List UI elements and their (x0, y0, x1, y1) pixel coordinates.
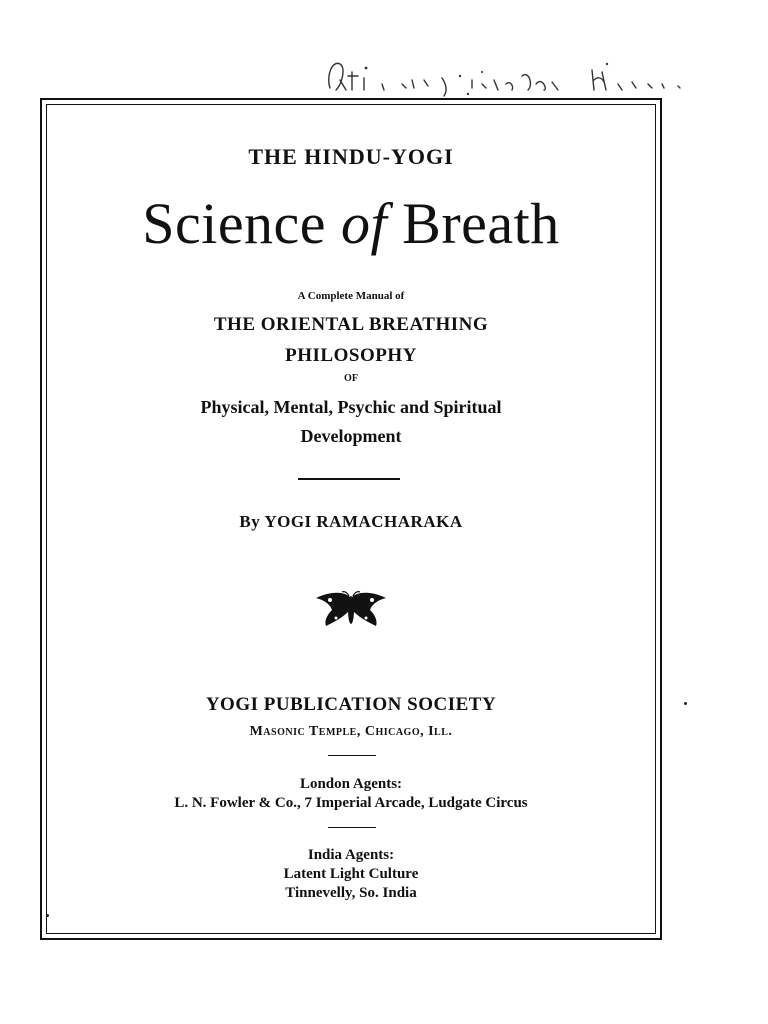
title-part-science: Science (142, 191, 342, 256)
book-title (44, 190, 658, 257)
divider-rule (328, 755, 376, 756)
subtitle-line-3: PHILOSOPHY (285, 345, 417, 366)
fleuron-butterfly-icon (314, 590, 388, 630)
subtitle-line-2: THE ORIENTAL BREATHING (213, 314, 489, 335)
subtitle-line-5: Physical, Mental, Psychic and Spiritual (200, 397, 502, 417)
scan-speck (684, 702, 687, 705)
subtitle-line-6: Development (300, 426, 402, 446)
london-agents-label: London Agents: (299, 776, 403, 792)
publisher-name: YOGI PUBLICATION SOCIETY (205, 694, 497, 715)
title-page (44, 102, 658, 936)
publisher-address: Masonic Temple, Chicago, Ill. (249, 724, 453, 739)
pretitle: THE HINDU-YOGI (248, 144, 454, 169)
subtitle-line-1: A Complete Manual of (297, 290, 405, 302)
london-agent: L. N. Fowler & Co., 7 Imperial Arcade, Ludgate Circus (174, 795, 528, 811)
india-agents-label: India Agents: (307, 847, 395, 863)
divider-rule (298, 478, 400, 480)
title-part-breath: Breath (387, 191, 560, 256)
divider-rule (328, 827, 376, 828)
india-agent-line-1: Latent Light Culture (283, 866, 419, 882)
subtitle-line-4: OF (344, 373, 358, 384)
handwritten-annotation (322, 50, 742, 100)
title-part-of: of (341, 191, 388, 256)
author-line: By YOGI RAMACHARAKA (239, 512, 463, 531)
india-agent-line-2: Tinnevelly, So. India (285, 885, 417, 901)
